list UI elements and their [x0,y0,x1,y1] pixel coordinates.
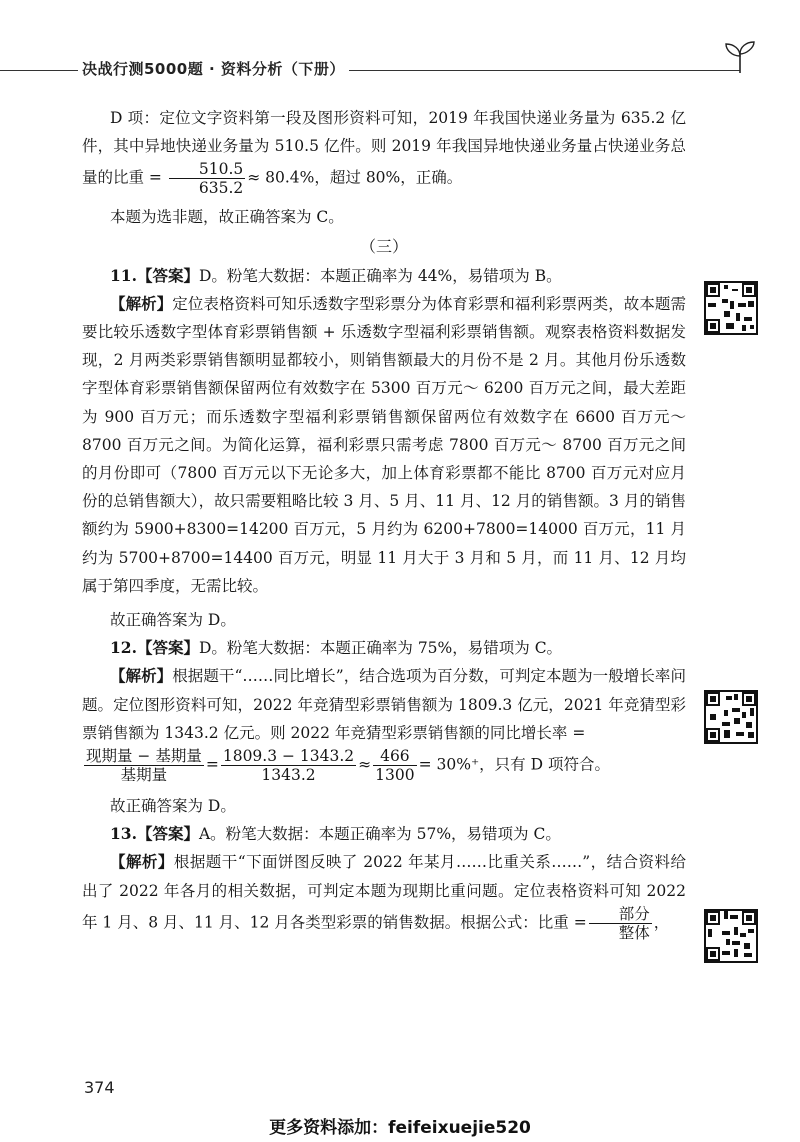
fraction-numerator: 1809.3 − 1343.2 [222,747,355,766]
qr-code-icon[interactable] [704,690,758,744]
q13-answer-line [82,820,686,848]
d-item-paragraph [82,104,686,197]
q12-answer-text: D。粉笔大数据：本题正确率为 75%，易错项为 C。 [198,639,563,658]
q12-formula-result: = 30%⁺，只有 D 项符合。 [418,755,610,774]
q11-answer-text: D。粉笔大数据：本题正确率为 44%，易错项为 B。 [198,266,562,285]
d-item-fraction [169,160,245,197]
q11-analysis-tag: 【解析】 [110,293,173,313]
q11-analysis [82,290,686,600]
q11-answer-tag: 11.【答案】 [110,265,199,285]
q12-answer-tag: 12.【答案】 [110,638,199,658]
formula-fraction-approx [373,747,416,784]
q13-tail: ， [653,913,670,932]
formula-fraction-values [221,747,356,784]
q13-answer-tag: 13.【答案】 [110,824,199,844]
book-title: 决战行测5000题 · 资料分析（下册） [78,58,349,79]
q12-analysis [82,662,686,747]
fraction-denominator: 整体 [618,923,650,942]
q12-conclusion: 故正确答案为 D。 [110,797,236,816]
fraction-denominator: 635.2 [198,179,244,198]
q11-analysis-text: 定位表格资料可知乐透数字型彩票分为体育彩票和福利彩票两类，故本题需要比较乐透数字型体育彩票销售额 + 乐透数字型福利彩票销售额。观察表格资料数据发现，2 月两类彩票销售额明显都较小，则销售额最大的月份不是 2 月。其他月份乐透数字型体育彩票销售额保留两位有效数字在 5300 百万元～ 6200 百万元之间，最大差距为 900 百万元；而乐透数字型福利彩票销售额保留两位有效数字在 6600 百万元～ 8700 百万元之间。为简化运算，福利彩票只需考虑 7800 百万元～ 8700 百万元之间的月份即可（7800 百万元以下无论多大，加上体育彩票都不能比 8700 百万元对应月份的总销售额大），故只需要粗略比较 3 月、5 月、11 月、12 月的销售额。3 月的销售额约为 5900+8300=14200 百万元，5 月约为 6200+7800=14000 百万元，11 月约为 5700+8700=14400 百万元，明显 11 月大于 3 月和 5 月，而 11 月、12 月均属于第四季度，无需比较。 [82,294,686,595]
q13-analysis-text: 根据题干“下面饼图反映了 2022 年某月……比重关系……”，结合资料给出了 2022 年各月的相关数据，可判定本题为现期比重问题。定位表格资料可知 2022 年 1 月、8 月、11 月、12 月各类型彩票的销售数据。根据公式：比重 = [82,853,686,932]
q13-analysis-tag: 【解析】 [110,852,174,872]
q13-analysis [82,848,686,941]
header-rule-right [300,70,740,71]
q11-answer-line [82,262,686,290]
q12-answer-line [82,634,686,662]
qr-pattern-11 [706,283,756,333]
qr-code-icon[interactable] [704,909,758,963]
section-title: （三） [359,236,408,256]
formula-fraction-general [84,747,204,784]
fraction-numerator: 510.5 [169,160,245,179]
d-item-text: D 项：定位文字资料第一段及图形资料可知，2019 年我国快递业务量为 635.2 亿件，其中异地快递业务量为 510.5 亿件。则 2019 年我国异地快递业务量占快递业务总量的比重 = [82,109,686,187]
page-number: 374 [84,1078,115,1097]
previous-conclusion: 本题为选非题，故正确答案为 C。 [110,208,344,227]
q12-formula: $\frac{\text{现期量 − 基期量}}{\text{基期量}}$ = $\frac{1809.3 - 1343.2}{1343.2}$ ≈ $\frac{466}{1300}$ = 30%⁺，只有 D 项符合。 [86,747,610,785]
qr-pattern-12 [706,692,756,742]
qr-pattern-13 [706,911,756,961]
sprout-icon [722,40,758,74]
footer-contact: 更多资料添加：feifeixuejie520 [269,1118,531,1138]
approx-sign: ≈ [358,755,372,774]
qr-code-icon[interactable] [704,281,758,335]
fraction-denominator: 基期量 [120,766,168,785]
page-content [82,104,686,942]
fraction-denominator: 1343.2 [261,766,316,785]
fraction-denominator: 1300 [375,766,415,785]
fraction-numerator: 466 [373,747,416,766]
q12-analysis-tag: 【解析】 [110,666,173,686]
fraction-numerator: 现期量 − 基期量 [86,747,202,766]
header-rule-left [0,70,80,71]
q13-answer-text: A。粉笔大数据：本题正确率为 57%，易错项为 C。 [198,825,561,844]
d-item-result: ≈ 80.4%，超过 80%，正确。 [247,168,463,187]
q12-analysis-text: 根据题干“……同比增长”，结合选项为百分数，可判定本题为一般增长率问题。定位图形资料可知，2022 年竞猜型彩票销售额为 1809.3 亿元，2021 年竞猜型彩票销售额为 1343.2 亿元。则 2022 年竞猜型彩票销售额的同比增长率 = [82,667,686,742]
q11-conclusion: 故正确答案为 D。 [110,611,236,630]
q13-fraction [589,905,652,942]
fraction-numerator: 部分 [589,905,652,924]
